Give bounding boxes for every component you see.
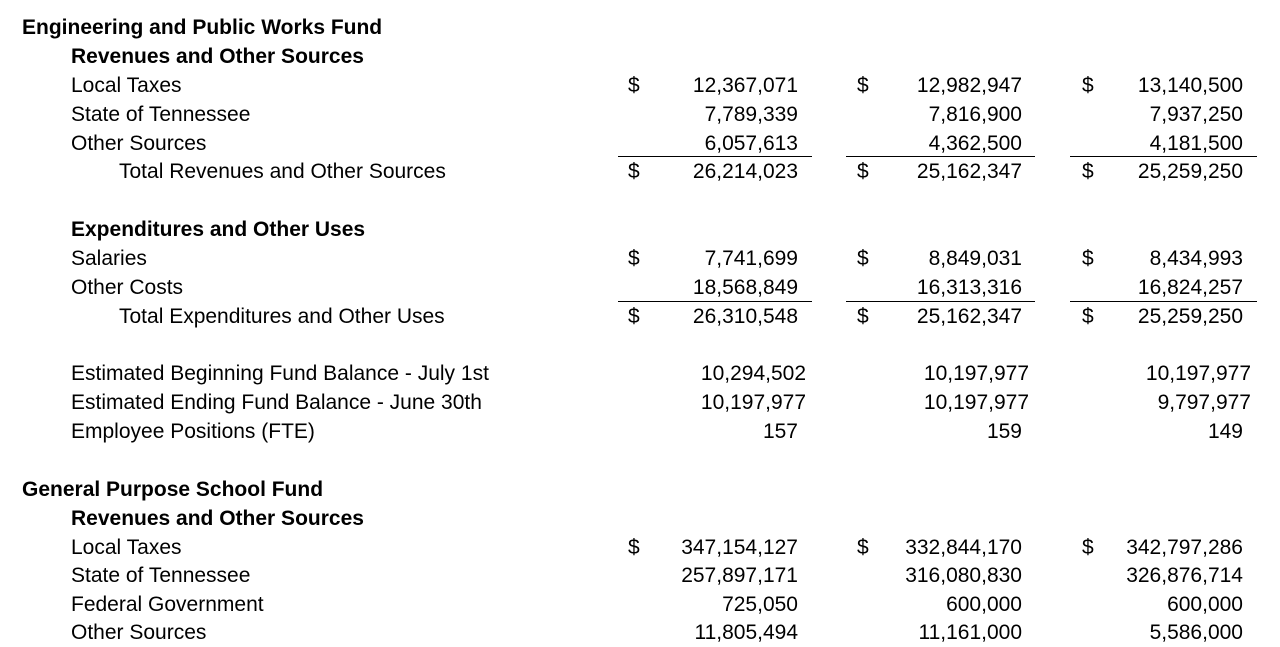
- row-label: Other Sources: [71, 621, 207, 644]
- row-label: Estimated Beginning Fund Balance - July 1st: [71, 362, 489, 385]
- table-row: [0, 244, 1280, 273]
- value-col-1: 347,154,127: [681, 536, 798, 559]
- table-row: [0, 618, 1280, 647]
- currency-symbol: $: [628, 536, 640, 559]
- value-col-3: 13,140,500: [1137, 74, 1243, 97]
- value-col-1: 18,568,849: [692, 276, 798, 299]
- section-heading-row: [0, 504, 1280, 533]
- row-label: State of Tennessee: [71, 564, 251, 587]
- value-col-2: 7,816,900: [928, 103, 1022, 126]
- value-col-3: 326,876,714: [1126, 564, 1243, 587]
- currency-symbol: $: [1082, 74, 1094, 97]
- table-row: [0, 273, 1280, 302]
- fund-title: Engineering and Public Works Fund: [22, 16, 383, 39]
- row-label: Other Sources: [71, 132, 207, 155]
- fund-title-row: [0, 13, 1280, 42]
- value-col-2: 159: [986, 420, 1022, 443]
- section-heading-row: [0, 42, 1280, 71]
- row-label: Local Taxes: [71, 536, 182, 559]
- section-heading-row: [0, 215, 1280, 244]
- section-heading: Expenditures and Other Uses: [71, 218, 366, 241]
- currency-symbol: $: [628, 74, 640, 97]
- total-col-2: 25,162,347: [916, 305, 1022, 328]
- value-col-3: 5,586,000: [1149, 621, 1243, 644]
- value-col-1: 12,367,071: [692, 74, 798, 97]
- total-row: [0, 157, 1280, 186]
- row-label: Estimated Ending Fund Balance - June 30th: [71, 391, 482, 414]
- row-label: State of Tennessee: [71, 103, 251, 126]
- value-col-2: 16,313,316: [916, 276, 1022, 299]
- currency-symbol: $: [1082, 536, 1094, 559]
- table-row: [0, 100, 1280, 129]
- balance-row: [0, 359, 1280, 388]
- value-col-3: 7,937,250: [1149, 103, 1243, 126]
- value-col-1: 725,050: [722, 593, 798, 616]
- currency-symbol: $: [857, 160, 869, 183]
- table-row: [0, 71, 1280, 100]
- value-col-3: 149: [1207, 420, 1243, 443]
- currency-symbol: $: [1082, 247, 1094, 270]
- currency-symbol: $: [1082, 160, 1094, 183]
- value-col-1: 7,741,699: [704, 247, 798, 270]
- value-col-2: 10,197,977: [923, 362, 1029, 385]
- value-col-2: 8,849,031: [928, 247, 1022, 270]
- value-col-1: 157: [762, 420, 798, 443]
- currency-symbol: $: [857, 74, 869, 97]
- total-col-2: 25,162,347: [916, 160, 1022, 183]
- value-col-3: 16,824,257: [1137, 276, 1243, 299]
- row-label: Local Taxes: [71, 74, 182, 97]
- value-col-2: 316,080,830: [905, 564, 1022, 587]
- currency-symbol: $: [857, 305, 869, 328]
- value-col-1: 11,805,494: [694, 621, 798, 644]
- value-col-3: 10,197,977: [1145, 362, 1251, 385]
- value-col-2: 4,362,500: [928, 132, 1022, 155]
- currency-symbol: $: [628, 247, 640, 270]
- section-heading: Revenues and Other Sources: [71, 45, 364, 68]
- value-col-2: 332,844,170: [905, 536, 1022, 559]
- row-label: Federal Government: [71, 593, 264, 616]
- value-col-3: 9,797,977: [1157, 391, 1251, 414]
- value-col-2: 600,000: [946, 593, 1022, 616]
- value-col-2: 12,982,947: [916, 74, 1022, 97]
- table-row: [0, 129, 1280, 158]
- row-label: Other Costs: [71, 276, 184, 299]
- value-col-1: 6,057,613: [704, 132, 798, 155]
- table-row: [0, 561, 1280, 590]
- total-col-1: 26,214,023: [692, 160, 798, 183]
- fund-title: General Purpose School Fund: [22, 478, 324, 501]
- table-row: [0, 590, 1280, 619]
- value-col-1: 7,789,339: [704, 103, 798, 126]
- value-col-1: 257,897,171: [681, 564, 798, 587]
- total-row: [0, 302, 1280, 331]
- fund-title-row: [0, 475, 1280, 504]
- currency-symbol: $: [857, 247, 869, 270]
- value-col-2: 10,197,977: [923, 391, 1029, 414]
- currency-symbol: $: [1082, 305, 1094, 328]
- value-col-3: 600,000: [1167, 593, 1243, 616]
- total-label: Total Expenditures and Other Uses: [119, 305, 445, 328]
- row-label: Salaries: [71, 247, 147, 270]
- currency-symbol: $: [857, 536, 869, 559]
- value-col-3: 4,181,500: [1149, 132, 1243, 155]
- balance-row: [0, 388, 1280, 417]
- value-col-1: 10,294,502: [700, 362, 806, 385]
- table-row: [0, 533, 1280, 562]
- total-col-1: 26,310,548: [692, 305, 798, 328]
- row-label: Employee Positions (FTE): [71, 420, 315, 443]
- currency-symbol: $: [628, 160, 640, 183]
- balance-row: [0, 417, 1280, 446]
- total-col-3: 25,259,250: [1137, 305, 1243, 328]
- total-col-3: 25,259,250: [1137, 160, 1243, 183]
- value-col-3: 342,797,286: [1126, 536, 1243, 559]
- total-label: Total Revenues and Other Sources: [119, 160, 446, 183]
- value-col-3: 8,434,993: [1149, 247, 1243, 270]
- value-col-2: 11,161,000: [918, 621, 1022, 644]
- section-heading: Revenues and Other Sources: [71, 507, 364, 530]
- currency-symbol: $: [628, 305, 640, 328]
- value-col-1: 10,197,977: [700, 391, 806, 414]
